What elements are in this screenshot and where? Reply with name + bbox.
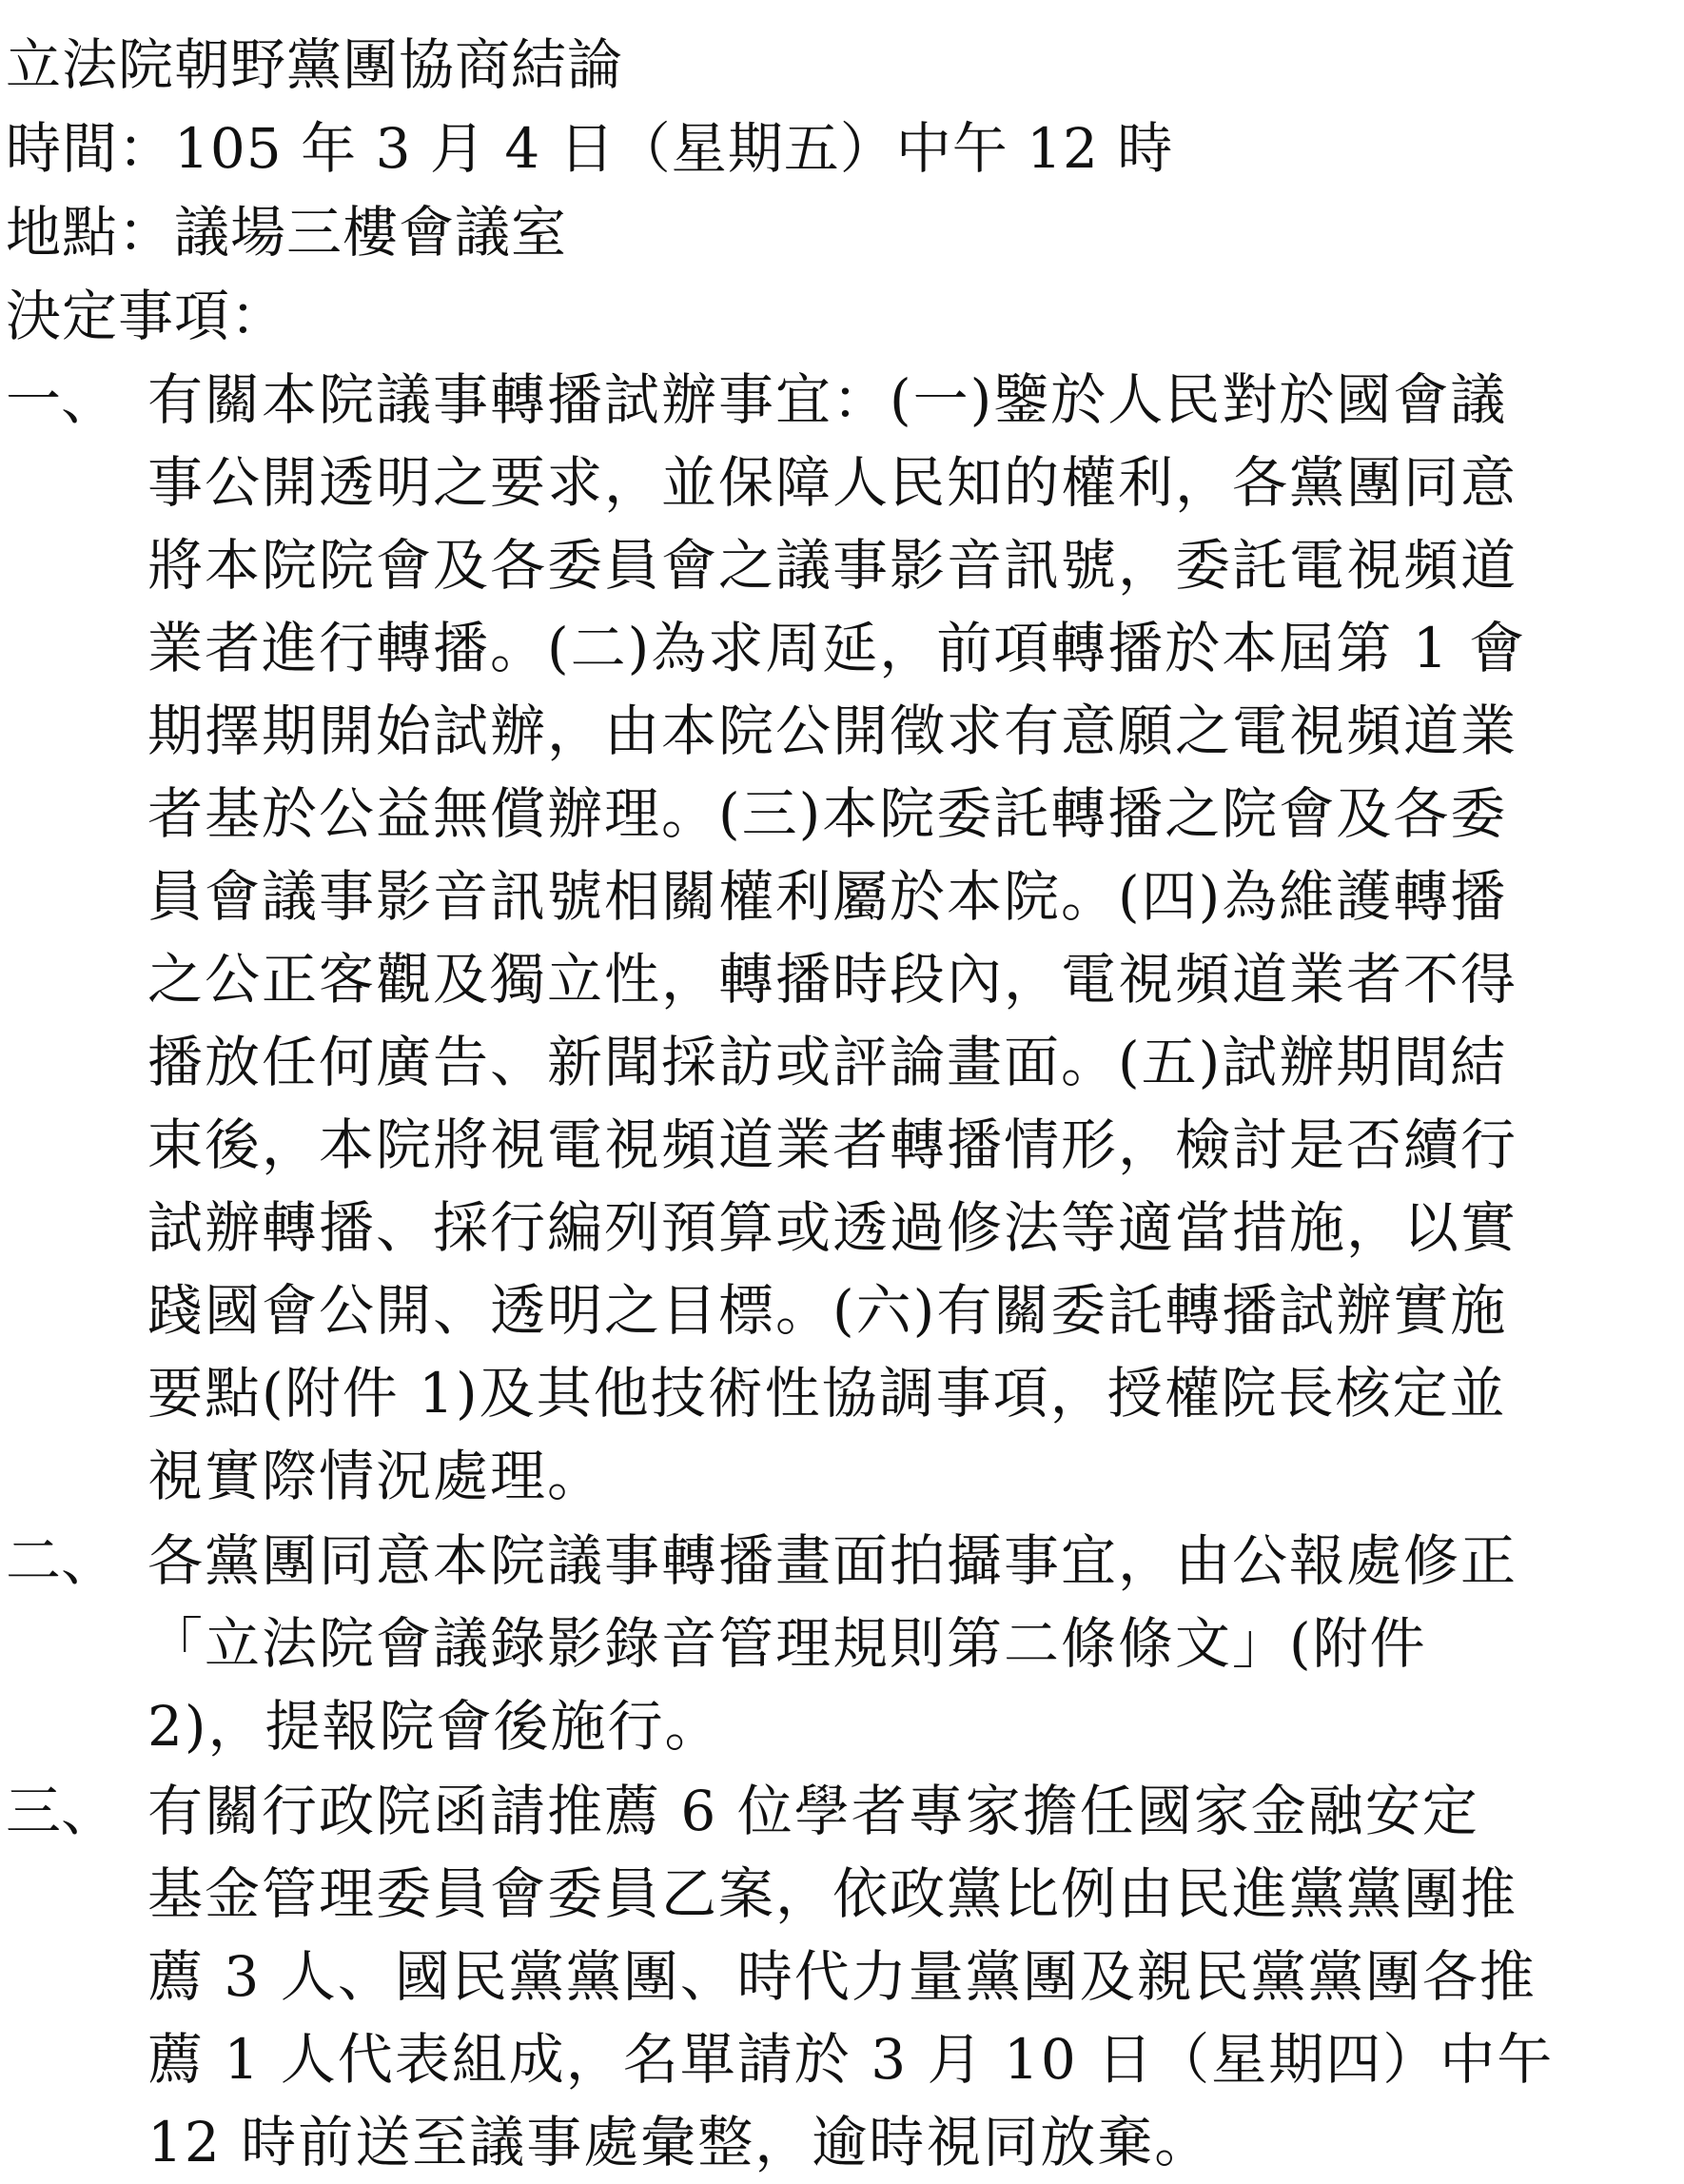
item-line: 束後，本院將視電視頻道業者轉播情形，檢討是否續行	[147, 1112, 1518, 1177]
decision-item-number: 一、	[6, 367, 117, 432]
decisions-heading: 決定事項：	[6, 284, 287, 348]
item-line: 基金管理委員會委員乙案，依政黨比例由民進黨黨團推	[147, 1861, 1518, 1926]
decision-item-number: 二、	[6, 1528, 117, 1593]
item-line: 者基於公益無償辦理。(三)本院委託轉播之院會及各委	[147, 781, 1508, 846]
decision-item-text	[147, 1770, 1651, 2184]
decision-item-number: 三、	[6, 1779, 117, 1843]
item-line: 試辦轉播、採行編列預算或透過修法等適當措施，以實	[147, 1195, 1518, 1260]
decision-item-text	[147, 1520, 1651, 1768]
item-line: 播放任何廣告、新聞採訪或評論畫面。(五)試辦期間結	[147, 1030, 1508, 1094]
item-line: 視實際情況處理。	[147, 1444, 605, 1508]
item-line: 有關行政院函請推薦 6 位學者專家擔任國家金融安定	[147, 1779, 1479, 1843]
item-line: 薦 1 人代表組成，名單請於 3 月 10 日（星期四）中午	[147, 2027, 1555, 2092]
item-line: 將本院院會及各委員會之議事影音訊號，委託電視頻道	[147, 533, 1518, 598]
item-line: 「立法院會議錄影錄音管理規則第二條條文」(附件	[147, 1611, 1427, 1676]
document-title: 立法院朝野黨團協商結論	[6, 32, 624, 97]
item-line: 踐國會公開、透明之目標。(六)有關委託轉播試辦實施	[147, 1278, 1508, 1343]
item-line: 2)，提報院會後施行。	[147, 1694, 722, 1759]
meeting-time: 時間：105 年 3 月 4 日（星期五）中午 12 時	[6, 116, 1174, 181]
item-line: 員會議事影音訊號相關權利屬於本院。(四)為維護轉播	[147, 864, 1508, 929]
item-line: 業者進行轉播。(二)為求周延，前項轉播於本屆第 1 會	[147, 616, 1527, 680]
item-line: 期擇期開始試辦，由本院公開徵求有意願之電視頻道業	[147, 698, 1518, 763]
decision-item-text	[147, 359, 1651, 1518]
meeting-location: 地點：議場三樓會議室	[6, 200, 568, 265]
item-line: 各黨團同意本院議事轉播畫面拍攝事宜，由公報處修正	[147, 1528, 1518, 1593]
item-line: 薦 3 人、國民黨黨團、時代力量黨團及親民黨黨團各推	[147, 1944, 1537, 2009]
item-line: 有關本院議事轉播試辦事宜：(一)鑒於人民對於國會議	[147, 367, 1508, 432]
item-line: 要點(附件 1)及其他技術性協調事項，授權院長核定並	[147, 1361, 1507, 1426]
item-line: 事公開透明之要求，並保障人民知的權利，各黨團同意	[147, 450, 1518, 515]
item-line: 12 時前送至議事處彙整，逾時視同放棄。	[147, 2110, 1212, 2174]
item-line: 之公正客觀及獨立性，轉播時段內，電視頻道業者不得	[147, 947, 1518, 1012]
